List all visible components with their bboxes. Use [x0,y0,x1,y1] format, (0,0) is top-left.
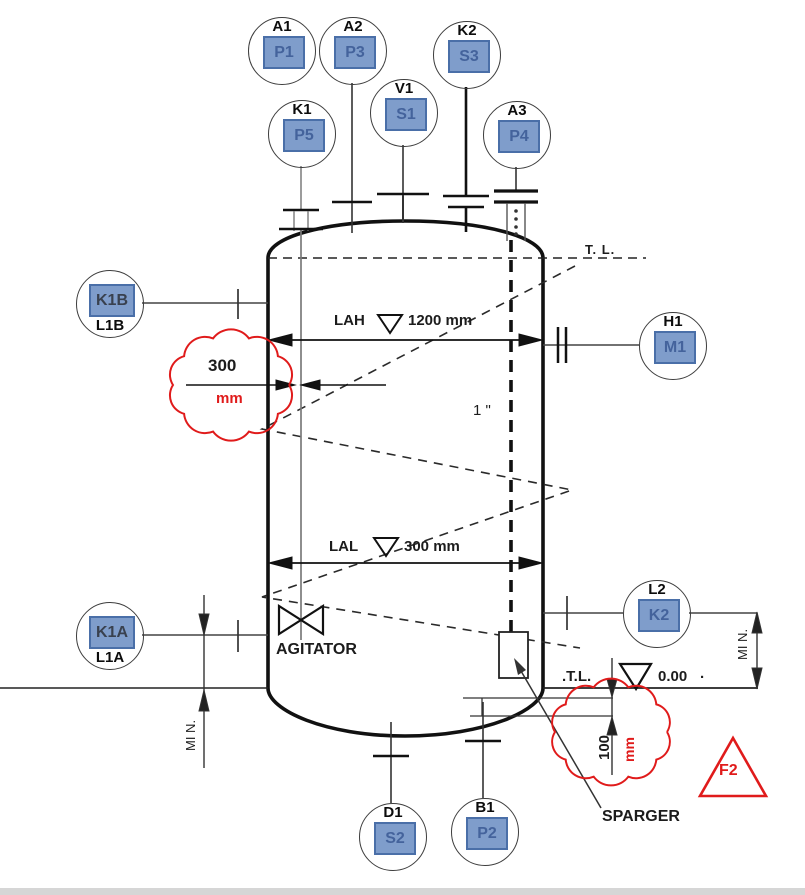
instrument-a2-p3 [319,17,387,85]
bottom-cloud-unit: mm [621,737,637,762]
dip-pipe-size-label: 1 " [473,402,491,419]
instrument-b1-p2 [451,798,519,866]
instrument-tag: A1 [272,18,292,35]
instrument-a1-p1 [248,17,316,85]
sparger-symbol [499,632,601,808]
bottom-cloud-value: 100 [596,734,613,760]
agitator-symbol [279,230,323,640]
tangent-line-label-top: T. L. [585,242,616,257]
instrument-a3-p4 [483,101,551,169]
min-left-label: MI N. [183,719,198,751]
instrument-tag: V1 [394,80,414,97]
instrument-box: S3 [448,40,490,73]
instrument-box: P2 [466,817,508,850]
lal-label: LAL [329,538,359,555]
instrument-k1a-l1a [76,602,144,670]
instrument-tag: L1B [95,317,125,334]
instrument-tag: B1 [475,799,495,816]
side-cloud-value: 300 [208,356,237,375]
instrument-k1b-l1b [76,270,144,338]
instrument-box: S1 [385,98,427,131]
instrument-l2-k2 [623,580,691,648]
instrument-box: P5 [283,119,325,152]
sparger-label: SPARGER [602,808,680,825]
instrument-box: P4 [498,120,540,153]
elevation-value: 0.00 [658,668,688,685]
instrument-box: K2 [638,599,680,632]
instrument-box: P3 [334,36,376,69]
tangent-line-label-bottom: .T.L. [562,668,592,685]
instrument-tag: L2 [648,581,666,598]
lah-label: LAH [334,312,365,329]
instrument-box: P1 [263,36,305,69]
lal-value: 300 mm [404,538,460,555]
instrument-box: K1B [89,284,135,317]
min-right-dimension [752,612,762,689]
revision-flag-label: F2 [719,762,738,779]
instrument-tag: A3 [507,102,527,119]
window-bottom-edge [0,888,805,895]
instrument-d1-s2 [359,803,427,871]
instrument-box: S2 [374,822,416,855]
instrument-tag: L1A [95,649,125,666]
min-left-dimension [199,595,209,768]
bottom-nozzles [373,698,613,803]
instrument-tag: H1 [663,313,683,330]
instrument-tag: K1 [292,101,312,118]
instrument-tag: D1 [383,804,403,821]
instrument-tag: A2 [343,18,363,35]
instrument-box: M1 [654,331,696,364]
instrument-tag: K2 [457,22,477,39]
instrument-box: K1A [89,616,135,649]
lah-value: 1200 mm [408,312,473,329]
side-cloud-unit: mm [216,390,243,407]
elevation-suffix: . [700,665,705,682]
instrument-k1-p5 [268,100,336,168]
instrument-v1-s1 [370,79,438,147]
side-cloud-dimension [186,380,386,390]
lah-dimension [269,312,542,346]
instrument-h1-m1 [639,312,707,380]
instrument-k2-s3 [433,21,501,89]
min-right-label: MI N. [735,628,750,660]
agitator-label: AGITATOR [276,641,357,658]
